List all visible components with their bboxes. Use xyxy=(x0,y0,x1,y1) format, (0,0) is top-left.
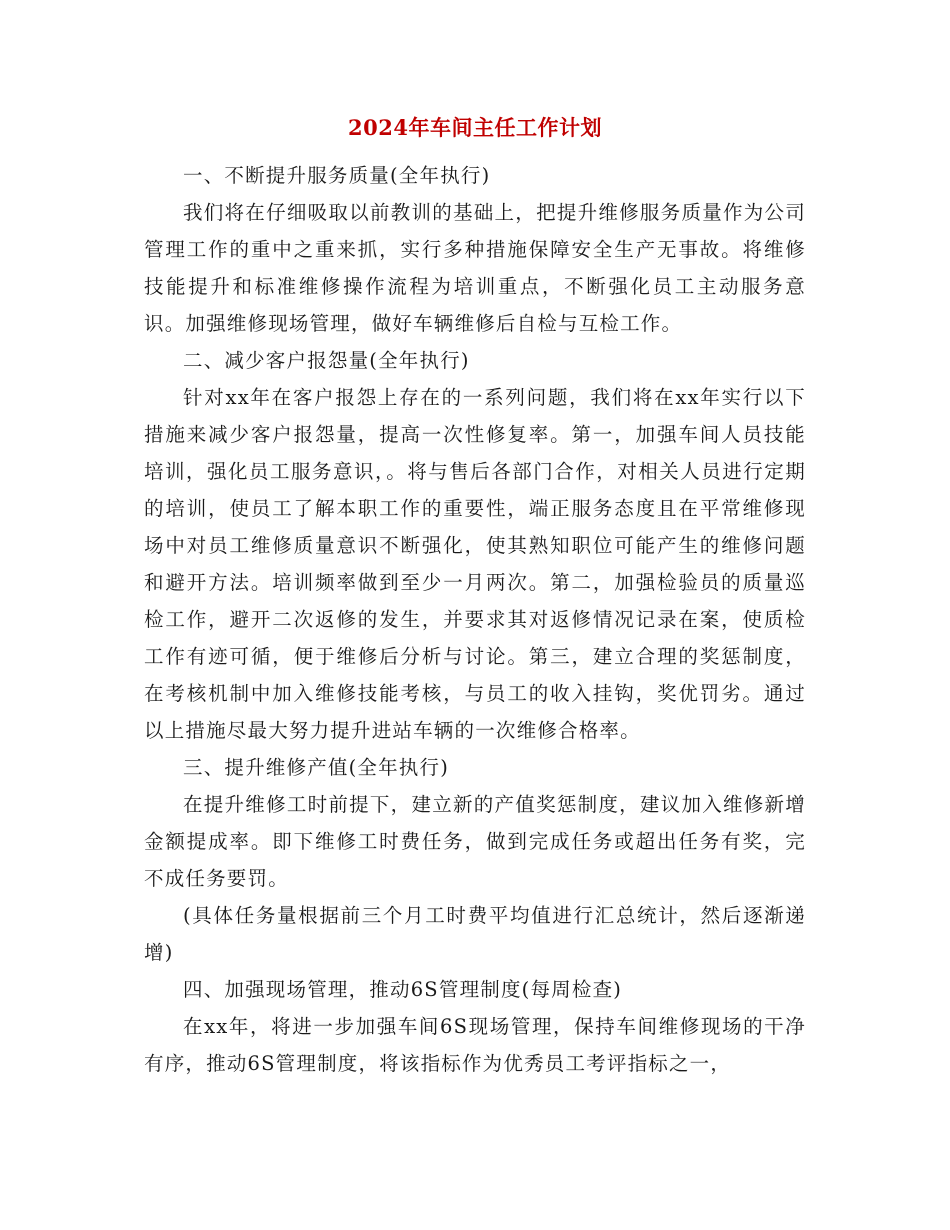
document-body xyxy=(144,157,806,1082)
paragraph-complaints: 针对xx年在客户报怨上存在的一系列问题，我们将在xx年实行以下措施来减少客户报怨量，提高一次性修复率。第一，加强车间人员技能培训，强化员工服务意识，。将与售后各部门合作，对相关人员进行定期的培训，使员工了解本职工作的重要性，端正服务态度且在平常维修现场中对员工维修质量意识不断强化，使其熟知职位可能产生的维修问题和避开方法。培训频率做到至少一月两次。第二，加强检验员的质量巡检工作，避开二次返修的发生，并要求其对返修情况记录在案，使质检工作有迹可循，便于维修后分析与讨论。第三，建立合理的奖惩制度，在考核机制中加入维修技能考核，与员工的收入挂钩，奖优罚劣。通过以上措施尽最大努力提升进站车辆的一次维修合格率。 xyxy=(144,386,806,742)
section-heading-2: 二、减少客户报怨量(全年执行) xyxy=(183,349,470,372)
document-title: 2024年车间主任工作计划 xyxy=(348,115,602,140)
paragraph-output-value: 在提升维修工时前提下，建立新的产值奖惩制度，建议加入维修新增金额提成率。即下维修工时费任务，做到完成任务或超出任务有奖，完不成任务要罚。 xyxy=(144,793,806,890)
section-heading-4: 四、加强现场管理，推动6S管理制度(每周检查) xyxy=(183,978,623,1001)
section-heading-1: 一、不断提升服务质量(全年执行) xyxy=(183,164,491,187)
paragraph-site-management: 在xx年，将进一步加强车间6S现场管理，保持车间维修现场的干净有序，推动6S管理制度，将该指标作为优秀员工考评指标之一， xyxy=(144,1015,806,1075)
paragraph-note: (具体任务量根据前三个月工时费平均值进行汇总统计，然后逐渐递增) xyxy=(144,904,806,964)
paragraph-service-quality: 我们将在仔细吸取以前教训的基础上，把提升维修服务质量作为公司管理工作的重中之重来抓，实行多种措施保障安全生产无事故。将维修技能提升和标准维修操作流程为培训重点，不断强化员工主动服务意识。加强维修现场管理，做好车辆维修后自检与互检工作。 xyxy=(144,201,806,335)
section-heading-3: 三、提升维修产值(全年执行) xyxy=(183,756,450,779)
